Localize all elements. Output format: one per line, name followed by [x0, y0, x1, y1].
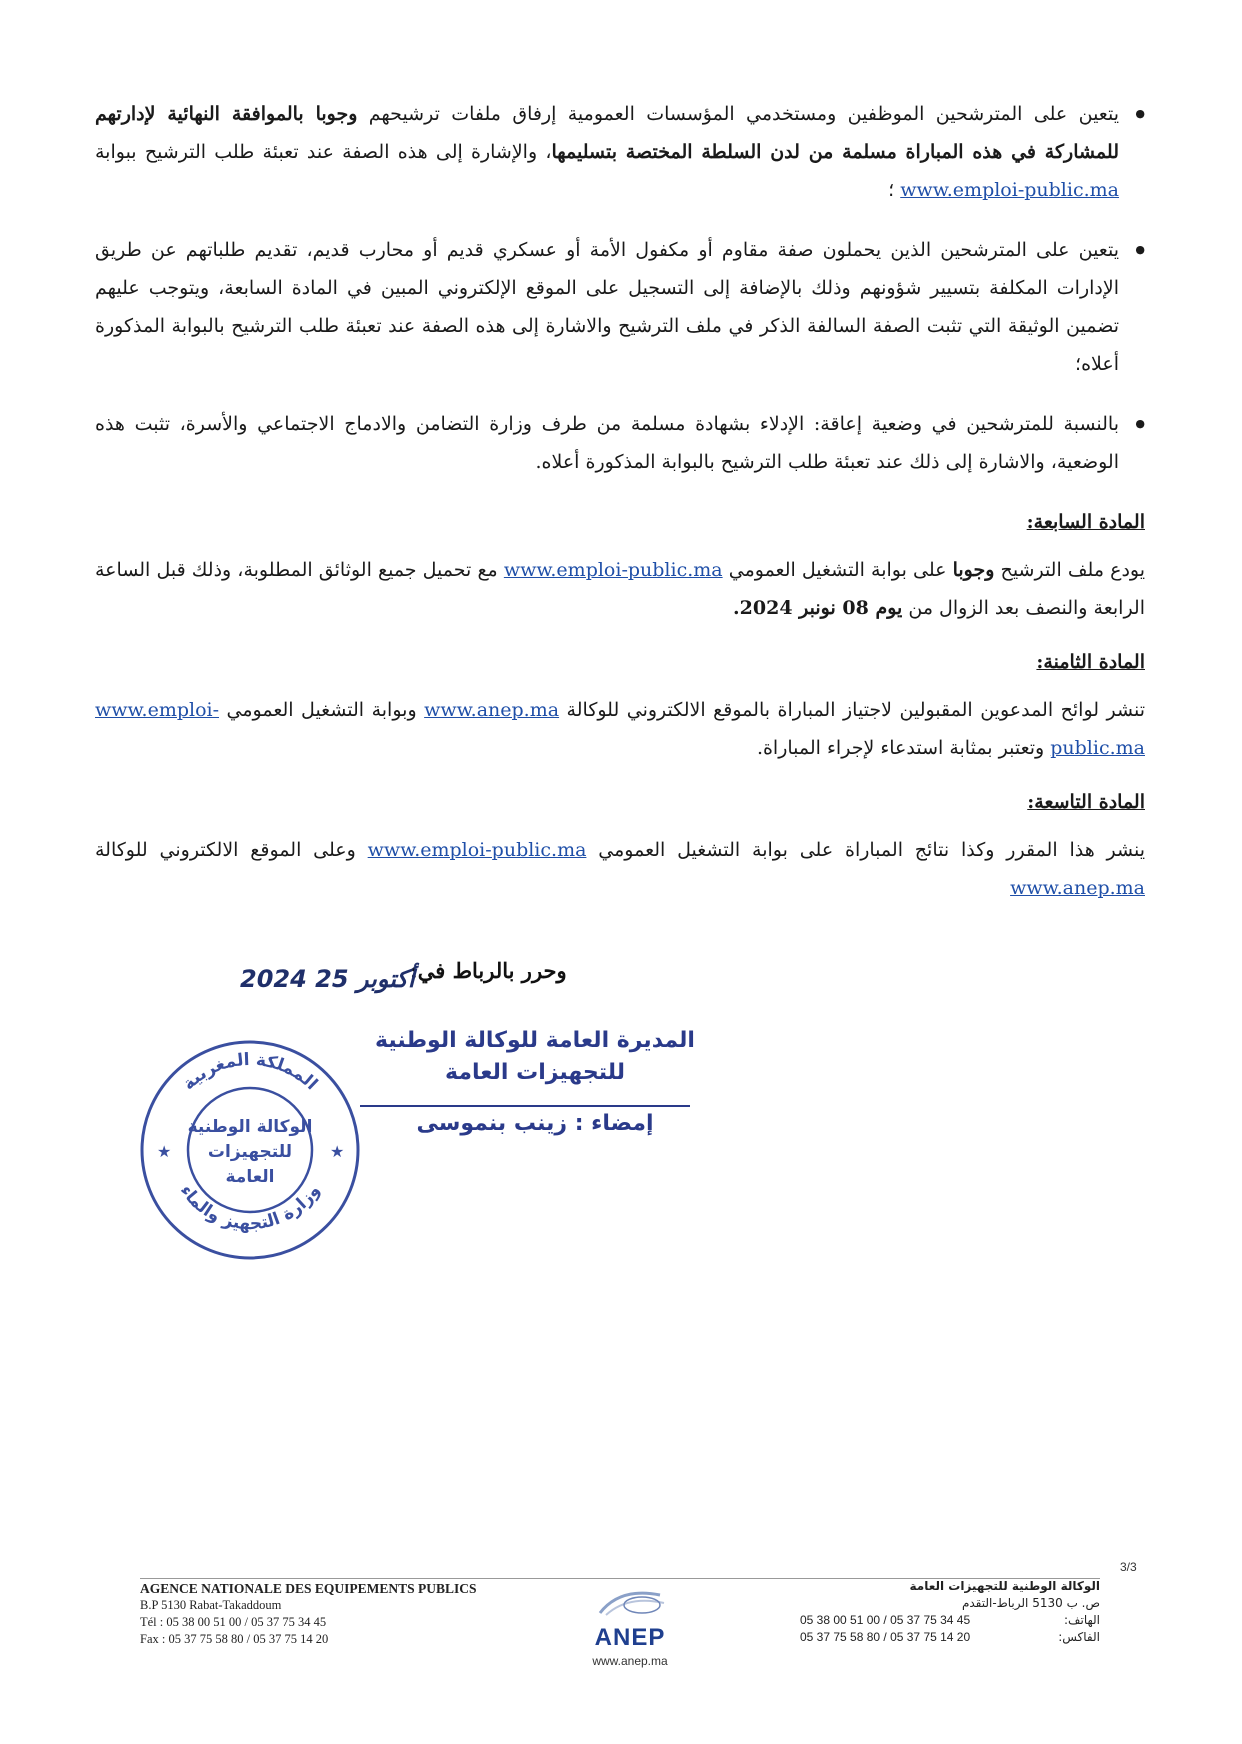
stamp-outer-top: المملكة المغربية — [178, 1049, 322, 1095]
page-number: 3/3 — [1120, 1560, 1137, 1574]
bullet-text: يتعين على المترشحين الذين يحملون صفة مقاوم أو مكفول الأمة أو عسكري قديم أو محارب قديم، تقديم طلباتهم عن طريق الإدارات المكلفة بتسيير شؤونهم وذلك بالإضافة إلى التسجيل على الموقع الإلكتروني المبين في المادة السابعة، ويتوجب عليهم تضمين الوثيقة التي تثبت الصفة السالفة الذكر في ملف الترشيح والاشارة إلى هذه الصفة عند تعبئة طلب الترشيح بالبوابة المذكورة أعلاه؛ — [95, 239, 1119, 375]
article7-heading: المادة السابعة: — [1026, 511, 1145, 533]
anep-link[interactable]: www.anep.ma — [1010, 877, 1145, 899]
footer-fax-fr: Fax : 05 37 75 58 80 / 05 37 75 14 20 — [140, 1632, 329, 1646]
text: تنشر لوائح المدعوين المقبولين لاجتياز المباراة بالموقع الالكتروني للوكالة — [559, 699, 1145, 721]
official-stamp — [135, 1035, 365, 1265]
deadline-date: يوم 08 نونبر 2024. — [733, 597, 903, 619]
signatory-title-line2: للتجهيزات العامة — [444, 1060, 626, 1085]
anep-emblem-icon — [590, 1585, 670, 1619]
logo-url: www.anep.ma — [592, 1654, 668, 1668]
emploi-public-link[interactable]: www.emploi-public.ma — [367, 839, 587, 861]
footer-fax-ar — [800, 1629, 1100, 1646]
text: وبوابة التشغيل العمومي — [219, 699, 425, 721]
footer-address-fr: B.P 5130 Rabat-Takaddoum — [140, 1598, 282, 1612]
signatory-name: إمضاء : زينب بنموسى — [416, 1111, 654, 1136]
bold-text: وجوبا — [952, 559, 995, 581]
footer-tel-fr: Tél : 05 38 00 51 00 / 05 37 75 34 45 — [140, 1615, 327, 1629]
signature-block — [360, 1025, 710, 1136]
footer-address-ar: ص. ب 5130 الرباط-التقدم — [961, 1596, 1100, 1610]
signature-stroke — [360, 1105, 690, 1107]
footer-french — [140, 1580, 560, 1648]
fax-label: الفاكس: — [1058, 1630, 1100, 1644]
text: على بوابة التشغيل العمومي — [722, 559, 953, 581]
text: وتعتبر بمثابة استدعاء لإجراء المباراة. — [756, 737, 1051, 759]
footer-tel-ar — [800, 1612, 1100, 1629]
list-item — [95, 405, 1145, 481]
text: مع تحميل جميع الوثائق المطلوبة، وذلك قبل الساعة الرابعة والنصف بعد الزوال من — [95, 559, 1145, 619]
emploi-public-link[interactable]: www.emploi-public.ma — [900, 179, 1119, 201]
stamp-inner-line2: للتجهيزات — [207, 1142, 293, 1162]
article9-heading: المادة التاسعة: — [1027, 791, 1145, 813]
bullet-text: ، والإشارة إلى هذه الصفة عند تعبئة طلب الترشيح ببوابة — [95, 141, 552, 163]
fax-numbers: 05 37 75 58 80 / 05 37 75 14 20 — [800, 1630, 971, 1644]
emploi-public-link[interactable]: www.emploi-public.ma — [95, 699, 1145, 759]
star-icon: ★ — [157, 1142, 172, 1161]
footer-arabic — [800, 1578, 1100, 1646]
emploi-public-link[interactable]: www.emploi-public.ma — [503, 559, 723, 581]
tel-label: الهاتف: — [1064, 1613, 1100, 1627]
text: ينشر هذا المقرر وكذا نتائج المباراة على بوابة التشغيل العمومي — [586, 839, 1146, 861]
signature-place: وحرر بالرباط في: — [410, 958, 567, 983]
stamp-inner-line1: الوكالة الوطنية — [187, 1117, 313, 1137]
footer-org-ar: الوكالة الوطنية للتجهيزات العامة — [909, 1579, 1100, 1593]
bullet-bold-text: وجوبا بالموافقة النهائية لإدارتهم للمشاركة في هذه المباراة مسلمة من لدن السلطة المختصة بتسليمها — [95, 103, 1119, 163]
article8-heading: المادة الثامنة: — [1036, 651, 1145, 673]
signature-date: 2024 أكتوبر 25 — [240, 965, 415, 993]
stamp-outer-bottom: وزارة التجهيز والماء — [175, 1181, 325, 1235]
anep-link[interactable]: www.anep.ma — [424, 699, 560, 721]
star-icon: ★ — [330, 1142, 345, 1161]
svg-text:وزارة التجهيز والماء — [176, 1181, 324, 1234]
list-item — [95, 231, 1145, 383]
tel-numbers: 05 38 00 51 00 / 05 37 75 34 45 — [800, 1613, 971, 1627]
bullet-text: بالنسبة للمترشحين في وضعية إعاقة: الإدلاء بشهادة مسلمة من طرف وزارة التضامن والادماج الاجتماعي والأسرة، تثبت هذه الوضعية، والاشارة إلى ذلك عند تعبئة طلب الترشيح بالبوابة المذكورة أعلاه. — [95, 413, 1119, 473]
article8-text — [95, 691, 1145, 767]
signatory-title-line1: المديرة العامة للوكالة الوطنية — [375, 1028, 695, 1053]
logo-text: ANEP — [594, 1624, 666, 1651]
document-body — [95, 95, 1145, 923]
stamp-inner-line3: العامة — [225, 1167, 275, 1187]
conditions-list — [95, 95, 1145, 481]
footer-org-fr: AGENCE NATIONALE DES EQUIPEMENTS PUBLICS — [140, 1581, 477, 1596]
bullet-text: يتعين على المترشحين الموظفين ومستخدمي المؤسسات العمومية إرفاق ملفات ترشيحهم — [357, 103, 1119, 125]
text: وعلى الموقع الالكتروني للوكالة — [95, 839, 368, 861]
list-item — [95, 95, 1145, 209]
article9-text — [95, 831, 1145, 907]
article7-text — [95, 551, 1145, 627]
text: يودع ملف الترشيح — [994, 559, 1146, 581]
anep-logo — [570, 1585, 690, 1668]
bullet-text: ؛ — [888, 179, 901, 201]
